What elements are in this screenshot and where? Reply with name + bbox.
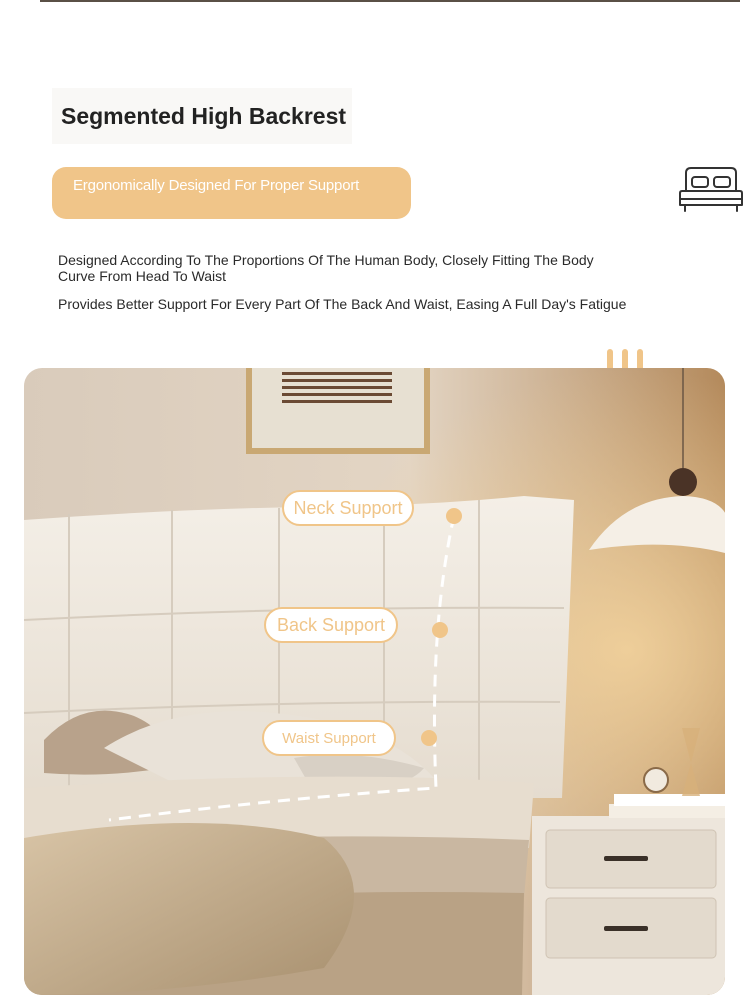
back-support-label: Back Support: [264, 607, 398, 643]
bed-icon: [678, 165, 744, 215]
bedroom-photo: [24, 368, 725, 995]
neck-support-label: Neck Support: [282, 490, 414, 526]
top-divider: [40, 0, 740, 2]
waist-support-label: Waist Support: [262, 720, 396, 756]
page-title: Segmented High Backrest: [61, 102, 347, 129]
feature-badge-text: Ergonomically Designed For Proper Support: [73, 177, 360, 194]
description-line-1: Designed According To The Proportions Of The Human Body, Closely Fitting The Body Curve From Head To Waist: [58, 252, 594, 284]
title-box: [52, 88, 352, 144]
feature-badge: [52, 167, 411, 219]
bedroom-illustration: [24, 368, 725, 995]
description-line-2: Provides Better Support For Every Part Of The Back And Waist, Easing A Full Day's Fatigue: [58, 296, 627, 312]
